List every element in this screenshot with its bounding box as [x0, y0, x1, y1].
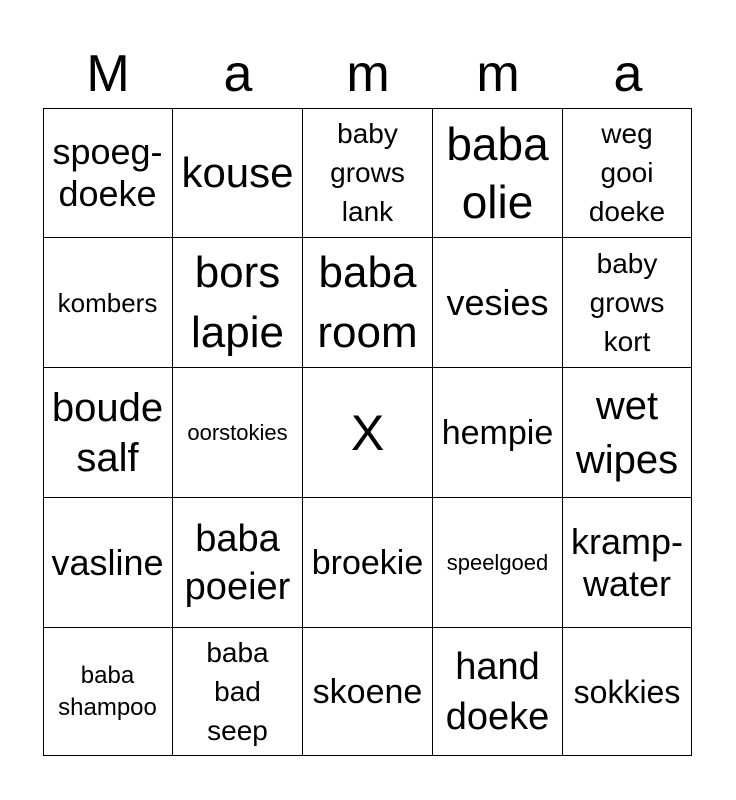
bingo-cell-label: broekie: [311, 543, 424, 582]
bingo-cell-label: hempie: [441, 413, 554, 452]
bingo-cell-r3-c4[interactable]: [433, 368, 563, 498]
bingo-cell-r4-c2[interactable]: [173, 498, 303, 628]
bingo-title: [43, 40, 693, 108]
bingo-cell-label: skoene: [312, 672, 423, 711]
bingo-cell-r2-c5[interactable]: [563, 238, 692, 368]
bingo-cell-r5-c5[interactable]: [563, 628, 692, 756]
bingo-cell-r2-c3[interactable]: [303, 238, 433, 368]
bingo-cell-r5-c1[interactable]: [43, 628, 173, 756]
bingo-cell-label: baba poeier: [184, 517, 291, 608]
bingo-cell-r5-c2[interactable]: [173, 628, 303, 756]
title-letter-5: a: [613, 45, 643, 103]
bingo-cell-label: kramp- water: [570, 520, 683, 604]
bingo-cell-r2-c2[interactable]: [173, 238, 303, 368]
bingo-cell-label: baby grows lank: [330, 118, 405, 227]
bingo-cell-r5-c4[interactable]: [433, 628, 563, 756]
bingo-cell-label: kombers: [57, 287, 158, 318]
title-letter-1: M: [86, 45, 130, 103]
bingo-cell-r2-c1[interactable]: [43, 238, 173, 368]
bingo-cell-label: baba bad seep: [206, 637, 269, 746]
title-letter-2: a: [223, 45, 253, 103]
bingo-cell-label: hand doeke: [445, 645, 550, 738]
bingo-cell-label: boude salf: [51, 385, 164, 480]
bingo-cell-r1-c5[interactable]: [563, 108, 692, 238]
bingo-cell-r4-c1[interactable]: [43, 498, 173, 628]
bingo-cell-r3-c1[interactable]: [43, 368, 173, 498]
bingo-cell-r3-c3[interactable]: [303, 368, 433, 498]
bingo-cell-label: X: [350, 404, 385, 461]
bingo-cell-r5-c3[interactable]: [303, 628, 433, 756]
title-letter-4: m: [476, 45, 520, 103]
bingo-cell-r3-c5[interactable]: [563, 368, 692, 498]
bingo-cell-label: baba olie: [446, 117, 549, 228]
bingo-cell-label: vasline: [51, 541, 164, 583]
bingo-cell-r1-c1[interactable]: [43, 108, 173, 238]
bingo-cell-label: bors lapie: [191, 247, 284, 357]
bingo-cell-r4-c3[interactable]: [303, 498, 433, 628]
bingo-cell-r4-c4[interactable]: [433, 498, 563, 628]
bingo-grid: [43, 108, 692, 756]
bingo-cell-label: speelgoed: [446, 549, 549, 575]
bingo-cell-r1-c2[interactable]: [173, 108, 303, 238]
bingo-cell-label: sokkies: [573, 673, 681, 710]
bingo-cell-label: baby grows kort: [589, 248, 665, 357]
bingo-cell-label: spoeg- doeke: [52, 130, 163, 214]
bingo-cell-label: wet wipes: [575, 383, 679, 482]
title-letter-3: m: [346, 45, 390, 103]
bingo-cell-label: baba shampoo: [58, 661, 157, 721]
bingo-cell-r2-c4[interactable]: [433, 238, 563, 368]
bingo-cell-label: weg gooi doeke: [588, 118, 666, 227]
bingo-cell-label: vesies: [446, 281, 549, 323]
bingo-cell-label: oorstokies: [187, 419, 288, 445]
bingo-cell-r1-c3[interactable]: [303, 108, 433, 238]
bingo-cell-label: baba room: [317, 247, 418, 357]
bingo-cell-r3-c2[interactable]: [173, 368, 303, 498]
bingo-cell-r1-c4[interactable]: [433, 108, 563, 238]
bingo-cell-label: kouse: [181, 148, 294, 196]
bingo-cell-r4-c5[interactable]: [563, 498, 692, 628]
